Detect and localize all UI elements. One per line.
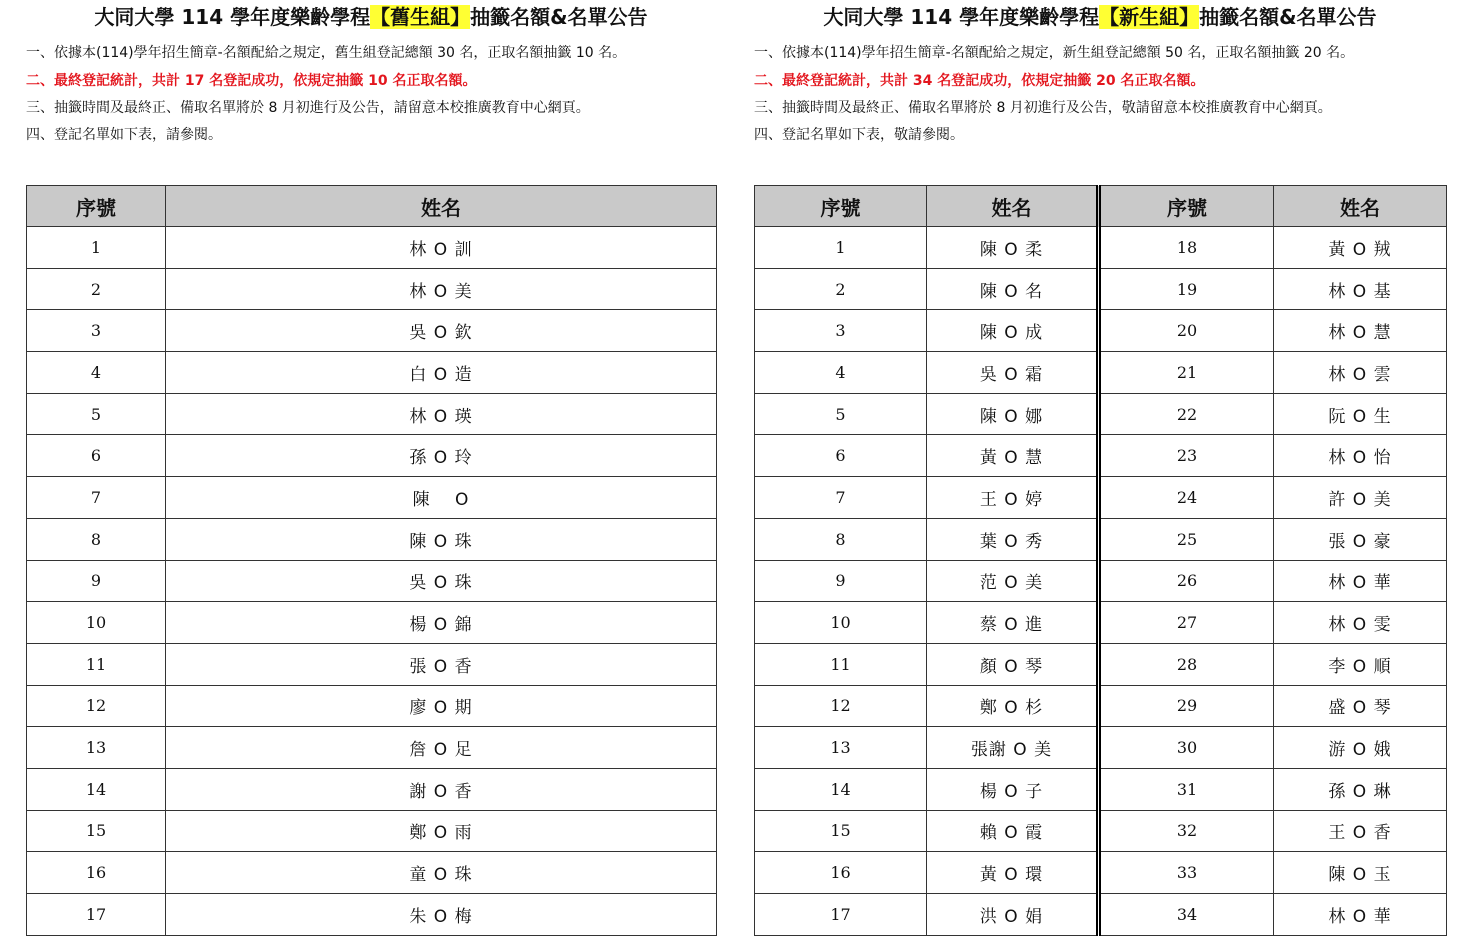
serial-cell: 13 [27,727,166,769]
serial-cell: 3 [755,310,927,352]
serial-cell: 10 [755,602,927,644]
serial-cell: 23 [1099,435,1274,477]
serial-cell: 27 [1099,602,1274,644]
table-header-row [27,186,717,227]
serial-cell: 9 [27,560,166,602]
name-cell: 蔡 O 進 [927,602,1099,644]
header-serial: 序號 [755,186,927,227]
name-cell: 林 O 怡 [1274,435,1447,477]
new-group-title-prefix: 大同大學 114 學年度樂齡學程 [823,5,1100,29]
header-name: 姓名 [927,186,1099,227]
old-group-note-1: 一、依據本(114)學年招生簡章-名額配給之規定，舊生組登記總額 30 名，正取名額抽籤 10 名。 [26,45,627,61]
old-group-title-highlight: 【舊生組】 [370,5,471,29]
table-row [27,268,717,310]
table-row [27,393,717,435]
serial-cell: 8 [755,518,927,560]
name-cell: 游 O 娥 [1274,727,1447,769]
name-cell: 王 O 香 [1274,810,1447,852]
serial-cell: 24 [1099,477,1274,519]
serial-cell: 15 [755,810,927,852]
table-row [755,727,1447,769]
old-group-note-3: 三、抽籤時間及最終正、備取名單將於 8 月初進行及公告，請留意本校推廣教育中心網頁。 [26,100,590,116]
serial-cell: 6 [27,435,166,477]
name-cell: 孫 O 琳 [1274,768,1447,810]
serial-cell: 21 [1099,352,1274,394]
new-group-title-highlight: 【新生組】 [1099,5,1200,29]
serial-cell: 12 [755,685,927,727]
name-cell: 林 O 訓 [166,227,717,269]
name-cell: 張 O 香 [166,643,717,685]
table-row [755,685,1447,727]
serial-cell: 4 [755,352,927,394]
table-row [755,894,1447,936]
name-cell: 吳 O 珠 [166,560,717,602]
name-cell: 黃 O 環 [927,852,1099,894]
name-cell: 楊 O 錦 [166,602,717,644]
name-cell: 朱 O 梅 [166,894,717,936]
name-cell: 黃 O 慧 [927,435,1099,477]
table-row [755,352,1447,394]
name-cell: 陳 O 名 [927,268,1099,310]
old-group-note-4: 四、登記名單如下表，請參閱。 [26,127,222,143]
old-group-table [26,185,717,936]
header-serial: 序號 [1099,186,1274,227]
table-row [27,560,717,602]
table-row [27,810,717,852]
name-cell: 孫 O 玲 [166,435,717,477]
old-group-title-prefix: 大同大學 114 學年度樂齡學程 [94,5,371,29]
serial-cell: 31 [1099,768,1274,810]
serial-cell: 1 [755,227,927,269]
serial-cell: 11 [755,643,927,685]
serial-cell: 8 [27,518,166,560]
name-cell: 陳 O 珠 [166,518,717,560]
name-cell: 林 O 美 [166,268,717,310]
table-row [755,435,1447,477]
name-cell: 阮 O 生 [1274,393,1447,435]
header-name: 姓名 [1274,186,1447,227]
old-group-title [26,2,716,32]
new-group-title-suffix: 抽籤名額&名單公告 [1199,5,1377,29]
serial-cell: 2 [27,268,166,310]
table-row [755,268,1447,310]
table-row [755,768,1447,810]
serial-cell: 28 [1099,643,1274,685]
header-serial: 序號 [27,186,166,227]
name-cell: 林 O 雲 [1274,352,1447,394]
serial-cell: 9 [755,560,927,602]
name-cell: 鄭 O 雨 [166,810,717,852]
serial-cell: 3 [27,310,166,352]
serial-cell: 7 [755,477,927,519]
serial-cell: 4 [27,352,166,394]
name-cell: 陳 O [166,477,717,519]
table-row [27,227,717,269]
serial-cell: 32 [1099,810,1274,852]
serial-cell: 25 [1099,518,1274,560]
name-cell: 吳 O 霜 [927,352,1099,394]
name-cell: 葉 O 秀 [927,518,1099,560]
name-cell: 吳 O 欽 [166,310,717,352]
name-cell: 楊 O 子 [927,768,1099,810]
new-group-title [754,2,1446,32]
table-row [755,310,1447,352]
serial-cell: 5 [755,393,927,435]
table-row [27,310,717,352]
serial-cell: 12 [27,685,166,727]
serial-cell: 14 [27,768,166,810]
serial-cell: 29 [1099,685,1274,727]
table-row [755,560,1447,602]
table-row [27,852,717,894]
name-cell: 白 O 造 [166,352,717,394]
serial-cell: 33 [1099,852,1274,894]
serial-cell: 11 [27,643,166,685]
serial-cell: 10 [27,602,166,644]
name-cell: 盛 O 琴 [1274,685,1447,727]
table-row [27,685,717,727]
new-group-note-3: 三、抽籤時間及最終正、備取名單將於 8 月初進行及公告，敬請留意本校推廣教育中心網頁。 [754,100,1332,116]
table-row [27,518,717,560]
name-cell: 陳 O 玉 [1274,852,1447,894]
name-cell: 林 O 華 [1274,560,1447,602]
name-cell: 范 O 美 [927,560,1099,602]
table-row [755,602,1447,644]
name-cell: 林 O 華 [1274,894,1447,936]
name-cell: 廖 O 期 [166,685,717,727]
table-row [755,393,1447,435]
serial-cell: 19 [1099,268,1274,310]
table-row [755,518,1447,560]
serial-cell: 14 [755,768,927,810]
serial-cell: 16 [755,852,927,894]
serial-cell: 17 [27,894,166,936]
new-group-table-body [755,227,1447,936]
name-cell: 許 O 美 [1274,477,1447,519]
name-cell: 張謝 O 美 [927,727,1099,769]
serial-cell: 26 [1099,560,1274,602]
name-cell: 林 O 瑛 [166,393,717,435]
serial-cell: 5 [27,393,166,435]
name-cell: 陳 O 成 [927,310,1099,352]
new-group-note-1: 一、依據本(114)學年招生簡章-名額配給之規定，新生組登記總額 50 名，正取名額抽籤 20 名。 [754,45,1355,61]
serial-cell: 18 [1099,227,1274,269]
table-row [27,643,717,685]
name-cell: 詹 O 足 [166,727,717,769]
table-row [755,810,1447,852]
table-row [27,602,717,644]
serial-cell: 16 [27,852,166,894]
table-row [27,894,717,936]
table-row [27,727,717,769]
name-cell: 林 O 基 [1274,268,1447,310]
serial-cell: 13 [755,727,927,769]
header-name: 姓名 [166,186,717,227]
name-cell: 洪 O 娟 [927,894,1099,936]
serial-cell: 15 [27,810,166,852]
old-group-title-suffix: 抽籤名額&名單公告 [470,5,648,29]
serial-cell: 7 [27,477,166,519]
serial-cell: 2 [755,268,927,310]
name-cell: 林 O 雯 [1274,602,1447,644]
table-header-row [755,186,1447,227]
name-cell: 黃 O 羢 [1274,227,1447,269]
name-cell: 賴 O 霞 [927,810,1099,852]
old-group-table-body [27,227,717,936]
serial-cell: 20 [1099,310,1274,352]
table-row [755,477,1447,519]
serial-cell: 22 [1099,393,1274,435]
table-row [27,352,717,394]
name-cell: 謝 O 香 [166,768,717,810]
new-group-note-2: 二、最終登記統計，共計 34 名登記成功，依規定抽籤 20 名正取名額。 [754,73,1205,89]
name-cell: 陳 O 娜 [927,393,1099,435]
new-group-note-4: 四、登記名單如下表，敬請參閱。 [754,127,964,143]
serial-cell: 34 [1099,894,1274,936]
new-group-table [754,185,1447,936]
name-cell: 陳 O 柔 [927,227,1099,269]
serial-cell: 6 [755,435,927,477]
name-cell: 顏 O 琴 [927,643,1099,685]
table-row [27,477,717,519]
serial-cell: 17 [755,894,927,936]
name-cell: 王 O 婷 [927,477,1099,519]
name-cell: 林 O 慧 [1274,310,1447,352]
table-row [755,643,1447,685]
table-row [755,227,1447,269]
name-cell: 張 O 豪 [1274,518,1447,560]
name-cell: 李 O 順 [1274,643,1447,685]
serial-cell: 30 [1099,727,1274,769]
table-row [755,852,1447,894]
name-cell: 童 O 珠 [166,852,717,894]
serial-cell: 1 [27,227,166,269]
table-row [27,435,717,477]
old-group-note-2: 二、最終登記統計，共計 17 名登記成功，依規定抽籤 10 名正取名額。 [26,73,477,89]
name-cell: 鄭 O 杉 [927,685,1099,727]
table-row [27,768,717,810]
